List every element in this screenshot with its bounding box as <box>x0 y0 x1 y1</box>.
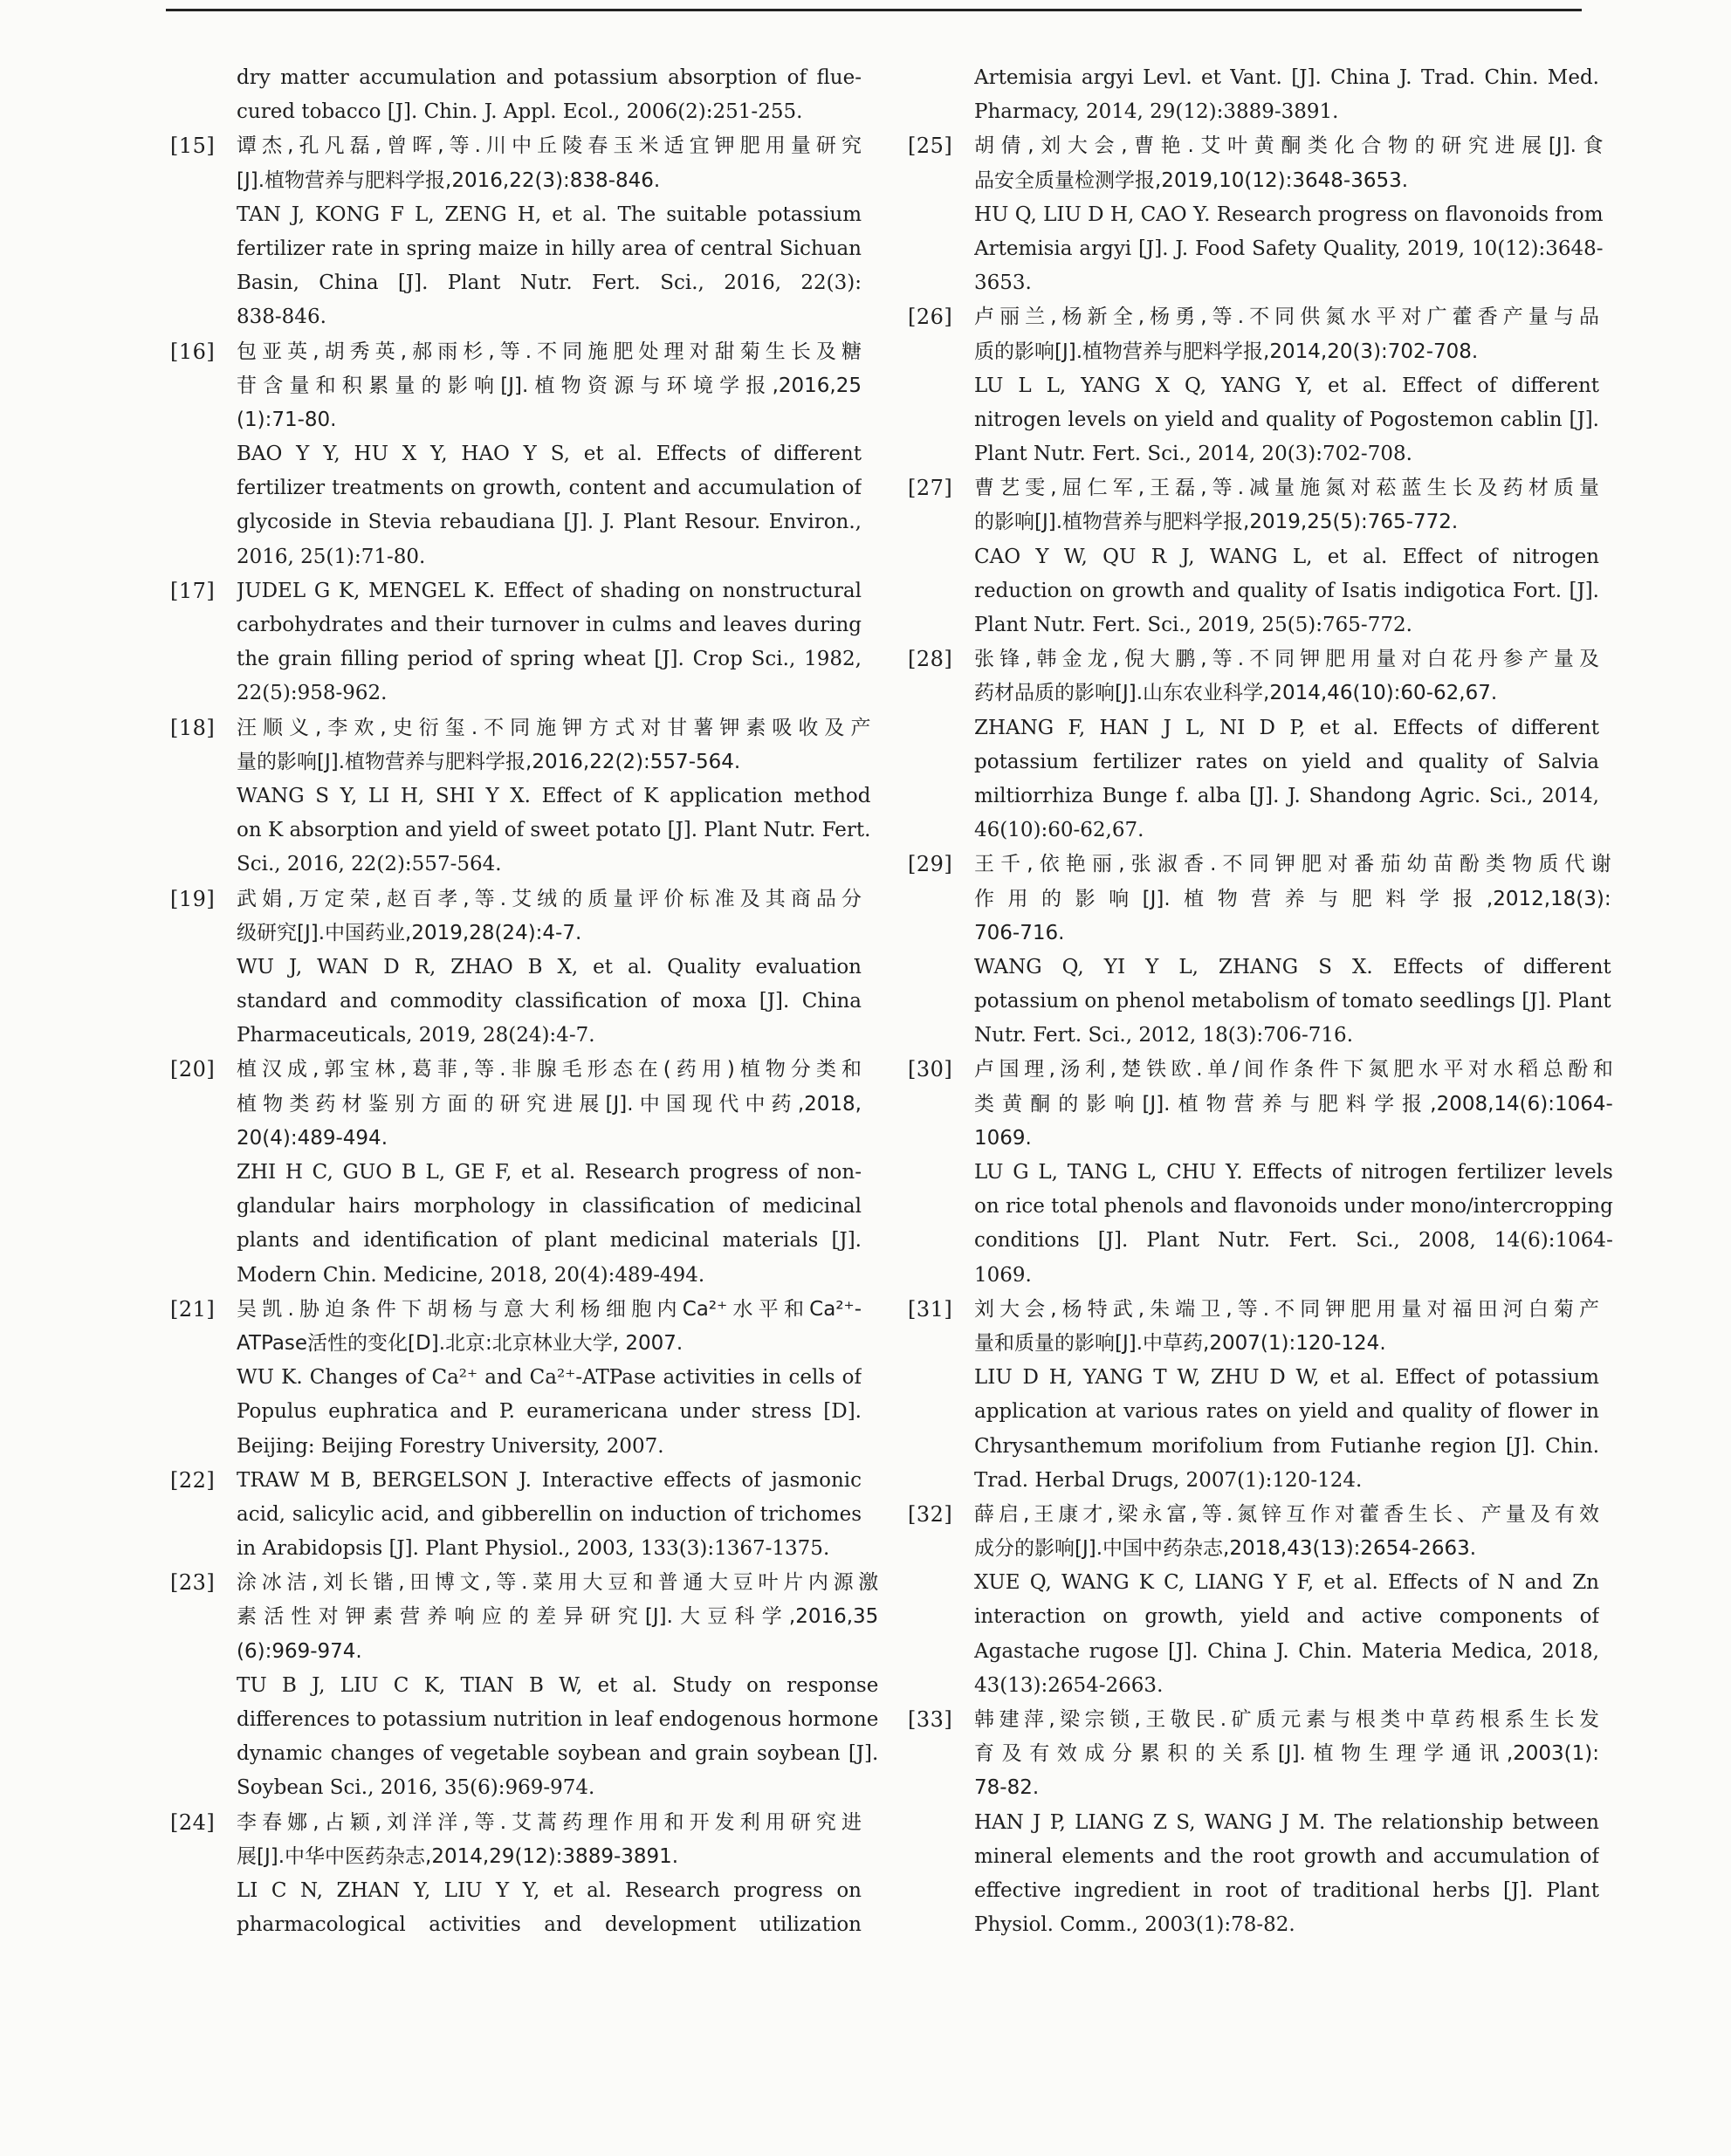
reference-line: ZHI H C, GUO B L, GE F, et al. Research progress of non- <box>237 1161 862 1184</box>
reference-line: cured tobacco [J]. Chin. J. Appl. Ecol., 2006(2):251-255. <box>237 100 803 124</box>
reference-entry <box>908 848 1611 1053</box>
reference-line: Plant Nutr. Fert. Sci., 2014, 20(3):702-708. <box>974 443 1412 466</box>
reference-number: [19] <box>170 886 216 911</box>
reference-text <box>974 129 1604 300</box>
reference-line: (6):969-974. <box>237 1639 362 1663</box>
reference-number: [22] <box>170 1467 216 1493</box>
reference-line: in Arabidopsis [J]. Plant Physiol., 2003, 133(3):1367-1375. <box>237 1537 830 1561</box>
reference-entry <box>908 642 1599 848</box>
reference-line: 植汉成,郭宝林,葛菲,等.非腺毛形态在(药用)植物分类和 <box>237 1058 862 1081</box>
reference-line: on K absorption and yield of sweet potato [J]. Plant Nutr. Fert. <box>237 819 871 842</box>
reference-line: fertilizer rate in spring maize in hilly area of central Sichuan <box>237 237 862 260</box>
reference-line: 植物类药材鉴别方面的研究进展[J].中国现代中药,2018, <box>237 1092 862 1116</box>
reference-number: [25] <box>908 134 953 159</box>
reference-line: miltiorrhiza Bunge f. alba [J]. J. Shandong Agric. Sci., 2014, <box>974 784 1599 807</box>
reference-line: 谭杰,孔凡磊,曾晖,等.川中丘陵春玉米适宜钾肥用量研究 <box>237 134 862 158</box>
reference-line: fertilizer treatments on growth, content and accumulation of <box>237 477 862 500</box>
reference-list <box>908 129 1613 1942</box>
reference-number: [26] <box>908 305 953 330</box>
reference-entry <box>170 1464 862 1567</box>
reference-line: 张锋,韩金龙,倪大鹏,等.不同钾肥用量对白花丹参产量及 <box>974 648 1599 671</box>
reference-line: 王千,依艳丽,张淑香.不同钾肥对番茄幼苗酚类物质代谢 <box>974 853 1611 876</box>
reference-line: application at various rates on yield and quality of flower in <box>974 1400 1599 1424</box>
reference-line: 包亚英,胡秀英,郝雨杉,等.不同施肥处理对甜菊生长及糖 <box>237 340 862 363</box>
reference-line: glandular hairs morphology in classification of medicinal <box>237 1195 862 1219</box>
reference-line: LU G L, TANG L, CHU Y. Effects of nitrogen fertilizer levels <box>974 1161 1613 1184</box>
reference-text <box>237 1053 862 1292</box>
reference-line: 质的影响[J].植物营养与肥料学报,2014,20(3):702-708. <box>974 340 1479 363</box>
reference-line: on rice total phenols and flavonoids under mono/intercropping <box>974 1195 1613 1219</box>
reference-entry <box>170 711 871 882</box>
reference-line: interaction on growth, yield and active components of <box>974 1605 1599 1629</box>
reference-text <box>237 1293 862 1464</box>
reference-line: mineral elements and the root growth and accumulation of <box>974 1844 1599 1868</box>
reference-number: [15] <box>170 134 216 159</box>
reference-number: [29] <box>908 852 953 877</box>
reference-entry <box>908 1703 1599 1942</box>
continued-reference <box>170 61 862 129</box>
reference-line: ATPase活性的变化[D].北京:北京林业大学, 2007. <box>237 1331 683 1355</box>
reference-line: conditions [J]. Plant Nutr. Fert. Sci., 2008, 14(6):1064- <box>974 1229 1613 1253</box>
reference-line: HU Q, LIU D H, CAO Y. Research progress on flavonoids from <box>974 203 1604 226</box>
reference-line: Nutr. Fert. Sci., 2012, 18(3):706-716. <box>974 1024 1354 1047</box>
header-rule <box>166 9 1582 11</box>
reference-entry <box>908 1053 1613 1292</box>
reference-line: 3653. <box>974 271 1032 295</box>
reference-line: 苷含量和积累量的影响[J].植物资源与环境学报,2016,25 <box>237 374 862 397</box>
reference-line: 卢国理,汤利,楚铁欧.单/间作条件下氮肥水平对水稻总酚和 <box>974 1058 1613 1081</box>
reference-line: 量的影响[J].植物营养与肥料学报,2016,22(2):557-564. <box>237 750 741 773</box>
reference-line: LI C N, ZHAN Y, LIU Y Y, et al. Research progress on <box>237 1878 862 1902</box>
reference-line: pharmacological activities and development utilization <box>237 1913 862 1937</box>
reference-text <box>237 574 862 711</box>
reference-text <box>237 335 862 574</box>
reference-line: WANG S Y, LI H, SHI Y X. Effect of K application method <box>237 784 871 807</box>
reference-line: WU J, WAN D R, ZHAO B X, et al. Quality evaluation <box>237 955 862 978</box>
reference-line: Sci., 2016, 22(2):557-564. <box>237 853 502 876</box>
reference-line: 1069. <box>974 1263 1032 1287</box>
reference-line: Trad. Herbal Drugs, 2007(1):120-124. <box>974 1468 1363 1492</box>
reference-line: nitrogen levels on yield and quality of Pogostemon cablin [J]. <box>974 408 1599 431</box>
reference-line: 706-716. <box>974 921 1065 944</box>
reference-line: Artemisia argyi [J]. J. Food Safety Quality, 2019, 10(12):3648- <box>974 237 1604 260</box>
reference-line: 素活性对钾素营养响应的差异研究[J].大豆科学,2016,35 <box>237 1605 879 1629</box>
reference-line: 2016, 25(1):71-80. <box>237 545 426 568</box>
reference-line: 李春娜,占颖,刘洋洋,等.艾蒿药理作用和开发利用研究进 <box>237 1810 862 1834</box>
reference-number: [24] <box>170 1809 216 1835</box>
reference-line: [J].植物营养与肥料学报,2016,22(3):838-846. <box>237 168 661 192</box>
reference-line: potassium fertilizer rates on yield and quality of Salvia <box>974 750 1599 773</box>
reference-list <box>170 129 879 1942</box>
reference-number: [28] <box>908 647 953 672</box>
reference-line: 类黄酮的影响[J].植物营养与肥料学报,2008,14(6):1064- <box>974 1092 1613 1116</box>
reference-number: [17] <box>170 578 216 603</box>
reference-line: 韩建萍,梁宗锁,王敬民.矿质元素与根类中草药根系生长发 <box>974 1708 1599 1731</box>
reference-column-left <box>170 61 879 1942</box>
reference-line: Chrysanthemum morifolium from Futianhe region [J]. Chin. <box>974 1434 1599 1458</box>
reference-line: Plant Nutr. Fert. Sci., 2019, 25(5):765-772. <box>974 614 1412 636</box>
reference-text <box>974 1293 1599 1498</box>
reference-line: 46(10):60-62,67. <box>974 819 1144 842</box>
reference-line: Agastache rugose [J]. China J. Chin. Materia Medica, 2018, <box>974 1639 1599 1663</box>
reference-entry <box>170 1566 879 1805</box>
reference-number: [33] <box>908 1707 953 1732</box>
reference-number: [20] <box>170 1057 216 1082</box>
reference-line: TAN J, KONG F L, ZENG H, et al. The suitable potassium <box>237 203 862 226</box>
reference-number: [30] <box>908 1057 953 1082</box>
reference-number: [18] <box>170 715 216 740</box>
reference-line: ZHANG F, HAN J L, NI D P, et al. Effects of different <box>974 716 1599 739</box>
reference-number: [23] <box>170 1570 216 1596</box>
reference-line: HAN J P, LIANG Z S, WANG J M. The relationship between <box>974 1810 1599 1834</box>
reference-text <box>974 1053 1613 1292</box>
reference-number: [16] <box>170 339 216 364</box>
reference-text <box>974 300 1599 471</box>
reference-line: 武娟,万定荣,赵百孝,等.艾绒的质量评价标准及其商品分 <box>237 887 862 910</box>
reference-line: 曹艺雯,屈仁军,王磊,等.减量施氮对菘蓝生长及药材质量 <box>974 477 1599 500</box>
reference-line: acid, salicylic acid, and gibberellin on induction of trichomes <box>237 1502 862 1526</box>
reference-text <box>237 129 862 334</box>
reference-number: [21] <box>170 1296 216 1322</box>
reference-line: carbohydrates and their turnover in culms and leaves during <box>237 614 862 636</box>
reference-text <box>974 1498 1599 1703</box>
reference-entry <box>908 471 1599 642</box>
reference-line: 838-846. <box>237 306 326 329</box>
reference-text <box>237 711 870 882</box>
reference-line: CAO Y W, QU R J, WANG L, et al. Effect of nitrogen <box>974 545 1599 568</box>
reference-entry <box>170 129 862 334</box>
reference-line: 育及有效成分累积的关系[J].植物生理学通讯,2003(1): <box>974 1742 1599 1766</box>
reference-text <box>974 1703 1599 1942</box>
reference-line: (1):71-80. <box>237 408 337 431</box>
reference-entry <box>170 1053 862 1292</box>
reference-line: Modern Chin. Medicine, 2018, 20(4):489-494. <box>237 1263 705 1287</box>
reference-line: 薛启,王康才,梁永富,等.氮锌互作对藿香生长、产量及有效 <box>974 1502 1599 1526</box>
reference-line: Pharmacy, 2014, 29(12):3889-3891. <box>974 100 1339 124</box>
reference-text <box>237 1464 862 1567</box>
reference-line: potassium on phenol metabolism of tomato seedlings [J]. Plant <box>974 990 1611 1013</box>
reference-line: effective ingredient in root of traditional herbs [J]. Plant <box>974 1878 1599 1902</box>
reference-line: 刘大会,杨特武,朱端卫,等.不同钾肥用量对福田河白菊产 <box>974 1297 1599 1321</box>
reference-line: Pharmaceuticals, 2019, 28(24):4-7. <box>237 1024 595 1047</box>
reference-line: 汪顺义,李欢,史衍玺.不同施钾方式对甘薯钾素吸收及产 <box>237 716 871 739</box>
reference-line: 20(4):489-494. <box>237 1126 388 1150</box>
reference-line: Populus euphratica and P. euramericana under stress [D]. <box>237 1400 862 1424</box>
reference-line: dry matter accumulation and potassium absorption of flue- <box>237 66 862 89</box>
continued-reference <box>908 61 1599 129</box>
reference-line: Beijing: Beijing Forestry University, 2007. <box>237 1434 664 1458</box>
reference-line: 展[J].中华中医药杂志,2014,29(12):3889-3891. <box>237 1844 679 1868</box>
reference-entry <box>908 300 1599 471</box>
reference-number: [27] <box>908 476 953 501</box>
reference-line: 涂冰洁,刘长锴,田博文,等.菜用大豆和普通大豆叶片内源激 <box>237 1571 879 1595</box>
reference-line: WU K. Changes of Ca²⁺ and Ca²⁺-ATPase activities in cells of <box>237 1366 862 1390</box>
reference-line: JUDEL G K, MENGEL K. Effect of shading on nonstructural <box>237 579 862 602</box>
reference-line: 1069. <box>974 1126 1032 1150</box>
reference-line: 胡倩,刘大会,曹艳.艾叶黄酮类化合物的研究进展[J].食 <box>974 134 1604 158</box>
reference-line: Basin, China [J]. Plant Nutr. Fert. Sci., 2016, 22(3): <box>237 271 862 295</box>
reference-line: TRAW M B, BERGELSON J. Interactive effects of jasmonic <box>237 1468 862 1492</box>
reference-text <box>974 471 1599 642</box>
reference-line: 的影响[J].植物营养与肥料学报,2019,25(5):765-772. <box>974 511 1459 534</box>
reference-line: 成分的影响[J].中国中药杂志,2018,43(13):2654-2663. <box>974 1537 1477 1561</box>
reference-line: Soybean Sci., 2016, 35(6):969-974. <box>237 1776 595 1800</box>
reference-line: reduction on growth and quality of Isatis indigotica Fort. [J]. <box>974 579 1599 602</box>
reference-line: LU L L, YANG X Q, YANG Y, et al. Effect of different <box>974 374 1599 397</box>
reference-line: Physiol. Comm., 2003(1):78-82. <box>974 1913 1295 1937</box>
reference-line: 78-82. <box>974 1776 1040 1800</box>
reference-entry <box>908 1498 1599 1703</box>
reference-line: 43(13):2654-2663. <box>974 1673 1164 1697</box>
reference-line: the grain filling period of spring wheat [J]. Crop Sci., 1982, <box>237 648 862 671</box>
reference-entry <box>170 1293 862 1464</box>
reference-number: [32] <box>908 1501 953 1527</box>
reference-line: WANG Q, YI Y L, ZHANG S X. Effects of different <box>974 955 1611 978</box>
reference-text <box>237 1566 878 1805</box>
reference-line: TU B J, LIU C K, TIAN B W, et al. Study on response <box>237 1673 879 1697</box>
reference-line: 量和质量的影响[J].中草药,2007(1):120-124. <box>974 1331 1386 1355</box>
reference-text <box>237 882 862 1054</box>
reference-line: plants and identification of plant medicinal materials [J]. <box>237 1229 862 1253</box>
reference-entry <box>170 1806 862 1943</box>
reference-text <box>974 848 1611 1053</box>
reference-text <box>974 642 1599 848</box>
reference-text <box>237 1806 862 1943</box>
reference-line: BAO Y Y, HU X Y, HAO Y S, et al. Effects of different <box>237 443 862 466</box>
reference-entry <box>908 1293 1599 1498</box>
reference-number: [31] <box>908 1296 953 1322</box>
reference-entry <box>170 574 862 711</box>
reference-line: LIU D H, YANG T W, ZHU D W, et al. Effect of potassium <box>974 1366 1599 1390</box>
reference-line: 吴凯.胁迫条件下胡杨与意大利杨细胞内Ca²⁺水平和Ca²⁺- <box>237 1297 862 1321</box>
reference-line: glycoside in Stevia rebaudiana [J]. J. Plant Resour. Environ., <box>237 511 862 534</box>
reference-line: 作用的影响[J].植物营养与肥料学报,2012,18(3): <box>974 887 1611 910</box>
reference-line: XUE Q, WANG K C, LIANG Y F, et al. Effects of N and Zn <box>974 1571 1599 1595</box>
reference-line: Artemisia argyi Levl. et Vant. [J]. China J. Trad. Chin. Med. <box>974 66 1599 89</box>
reference-column-right <box>908 61 1613 1942</box>
reference-line: 品安全质量检测学报,2019,10(12):3648-3653. <box>974 168 1409 192</box>
reference-line: standard and commodity classification of moxa [J]. China <box>237 990 862 1013</box>
reference-line: 卢丽兰,杨新全,杨勇,等.不同供氮水平对广藿香产量与品 <box>974 306 1599 329</box>
reference-line: differences to potassium nutrition in leaf endogenous hormone <box>237 1708 879 1731</box>
reference-line: 级研究[J].中国药业,2019,28(24):4-7. <box>237 921 582 944</box>
reference-entry <box>170 335 862 574</box>
reference-line: 22(5):958-962. <box>237 682 388 705</box>
reference-line: 药材品质的影响[J].山东农业科学,2014,46(10):60-62,67. <box>974 682 1498 705</box>
reference-entry <box>908 129 1604 300</box>
reference-entry <box>170 882 862 1054</box>
reference-line: dynamic changes of vegetable soybean and grain soybean [J]. <box>237 1742 879 1766</box>
